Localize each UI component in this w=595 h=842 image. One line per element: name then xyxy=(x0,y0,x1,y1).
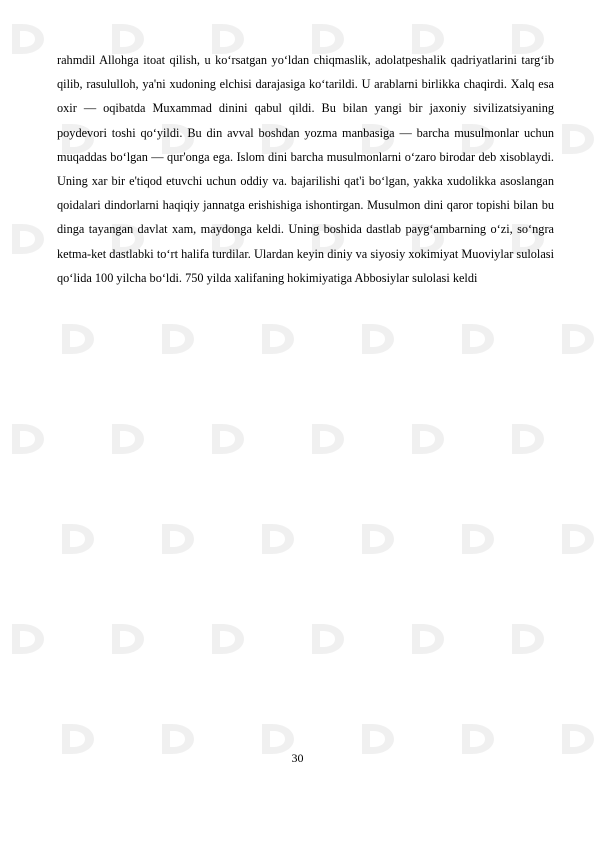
background-watermark-icon xyxy=(8,222,48,256)
background-watermark-icon xyxy=(208,622,248,656)
background-watermark-icon xyxy=(258,522,298,556)
background-watermark-icon xyxy=(558,322,595,356)
background-watermark-icon xyxy=(208,422,248,456)
background-watermark-icon xyxy=(108,622,148,656)
background-watermark-icon xyxy=(458,322,498,356)
background-watermark-icon xyxy=(158,322,198,356)
background-watermark-icon xyxy=(508,622,548,656)
background-watermark-icon xyxy=(558,522,595,556)
body-paragraph: rahmdil Allohga itoat qilish, u ko‘rsatgan yo‘ldan chiqmaslik, adolatpeshalik qadriyatlarini targ‘ib qilib, rasululloh, ya'ni xudoning elchisi darajasiga ko‘tarildi. U arablarni birlikka chaqirdi. Xalq esa oxir — oqibatda Muxammad dinini qabul qildi. Bu bilan yangi bir jaxoniy sivilizatsiyaning poydevori toshi qo‘yildi. Bu din avval boshdan yozma manbasiga — barcha musulmonlar uchun muqaddas bo‘lgan — qur'onga ega. Islom dini barcha musulmonlarni o‘zaro birodar deb xisoblaydi. Uning xar bir e'tiqod etuvchi uchun oddiy va. bajarilishi qat'i bo‘lgan, yakka xudolikka asoslangan qoidalari dindorlarni haqiqiy jannatga erishishiga ishontirgan. Musulmon dini qaror topishi bilan bu dinga tayangan davlat xam, maydonga keldi. Uning boshida dastlab payg‘ambarning o‘zi, so‘ngra ketma-ket dastlabki to‘rt halifa turdilar. Ulardan keyin diniy va siyosiy xokimiyat Muoviylar sulolasi qo‘lida 100 yilcha bo‘ldi. 750 yilda xalifaning hokimiyatiga Abbosiylar sulolasi keldi xyxy=(57,53,554,285)
background-watermark-icon xyxy=(108,422,148,456)
background-watermark-icon xyxy=(8,22,48,56)
background-watermark-icon xyxy=(358,322,398,356)
background-watermark-icon xyxy=(308,422,348,456)
background-watermark-icon xyxy=(358,522,398,556)
background-watermark-icon xyxy=(58,522,98,556)
background-watermark-icon xyxy=(58,322,98,356)
background-watermark-icon xyxy=(8,622,48,656)
background-watermark-icon xyxy=(258,322,298,356)
page-number: 30 xyxy=(291,751,304,765)
background-watermark-icon xyxy=(558,122,595,156)
background-watermark-icon xyxy=(308,622,348,656)
background-watermark-icon xyxy=(158,522,198,556)
background-watermark-icon xyxy=(508,422,548,456)
background-watermark-icon xyxy=(458,522,498,556)
background-watermark-icon xyxy=(408,622,448,656)
background-watermark-icon xyxy=(408,422,448,456)
background-watermark-icon xyxy=(8,422,48,456)
